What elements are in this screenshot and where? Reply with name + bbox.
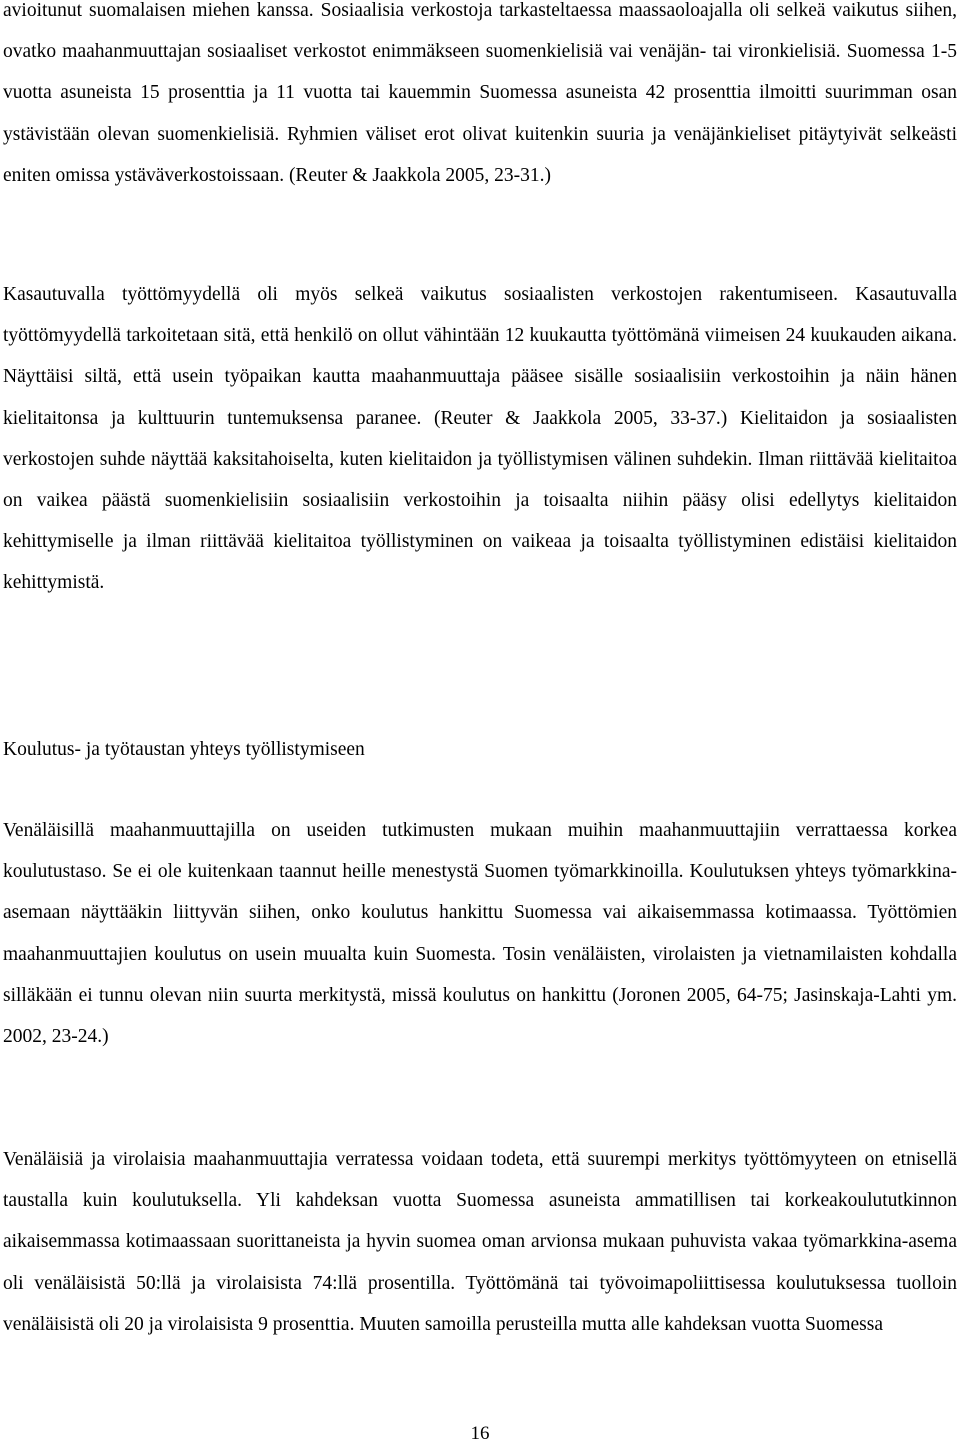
page-number: 16 xyxy=(470,1423,490,1444)
paragraph-education-level: Venäläisillä maahanmuuttajilla on useiden tutkimusten mukaan muihin maahanmuuttajiin verrattaessa korkea koulutustaso. Se ei ole kuitenkaan taannut heille menestystä Suomen työmarkkinoilla. Koulutuksen yhteys työmarkkina-asemaan näyttääkin liittyvän siihen, onko koulutus hankittu Suomessa vai aikaisemmassa kotimaassa. Työttömien maahanmuuttajien koulutus on usein muualta kuin Suomesta. Tosin venäläisten, virolaisten ja vietnamilaisten kohdalla silläkään ei tunnu olevan niin suurta merkitystä, missä koulutus on hankittu (Joronen 2005, 64-75; Jasinskaja-Lahti ym. 2002, 23-24.) xyxy=(3,820,957,1048)
paragraph-ethnic-background: Venäläisiä ja virolaisia maahanmuuttajia verratessa voidaan todeta, että suurempi merkitys työttömyyteen on etnisellä taustalla kuin koulutuksella. Yli kahdeksan vuotta Suomessa asuneista ammatillisen tai korkeakoulututkinnon aikaisemmassa kotimaassaan suorittaneista ja hyvin suomea oman arvionsa mukaan puhuvista vakaa työmarkkina-asema oli venäläisistä 50:llä ja virolaisista 74:llä prosentilla. Työttömänä tai työvoimapoliittisessa koulutuksessa tuolloin venäläisistä oli 20 ja virolaisista 9 prosenttia. Muuten samoilla perusteilla mutta alle kahdeksan vuotta Suomessa xyxy=(3,1149,957,1335)
section-heading: Koulutus- ja työtaustan yhteys työllistymiseen xyxy=(3,739,365,760)
paragraph-cumulative-unemployment: Kasautuvalla työttömyydellä oli myös selkeä vaikutus sosiaalisten verkostojen rakentumiseen. Kasautuvalla työttömyydellä tarkoitetaan sitä, että henkilö on ollut vähintään 12 kuukautta työttömänä viimeisen 24 kuukauden aikana. Näyttäisi siltä, että usein työpaikan kautta maahanmuuttaja pääsee sisälle sosiaalisiin verkostoihin ja näin hänen kielitaitonsa ja kulttuurin tuntemuksensa paranee. (Reuter & Jaakkola 2005, 33-37.) Kielitaidon ja sosiaalisten verkostojen suhde näyttää kaksitahoiselta, kuten kielitaidon ja työllistymisen välinen suhdekin. Ilman riittävää kielitaitoa on vaikea päästä suomenkielisiin sosiaalisiin verkostoihin ja toisaalta niihin pääsy olisi edellytys kielitaidon kehittymiselle ja ilman riittävää kielitaitoa työllistyminen on vaikeaa ja toisaalta työllistyminen edistäisi kielitaidon kehittymistä. xyxy=(3,284,957,594)
paragraph-social-networks: avioitunut suomalaisen miehen kanssa. Sosiaalisia verkostoja tarkasteltaessa maassaoloajalla oli selkeä vaikutus siihen, ovatko maahanmuuttajan sosiaaliset verkostot enimmäkseen suomenkielisiä vai venäjän- tai vironkielisiä. Suomessa 1-5 vuotta asuneista 15 prosenttia ja 11 vuotta tai kauemmin Suomessa asuneista 42 prosenttia ilmoitti suurimman osan ystävistään olevan suomenkielisiä. Ryhmien väliset erot olivat kuitenkin suuria ja venäjänkieliset pitäytyivät selkeästi eniten omissa ystäväverkostoissaan. (Reuter & Jaakkola 2005, 23-31.) xyxy=(3,0,957,186)
